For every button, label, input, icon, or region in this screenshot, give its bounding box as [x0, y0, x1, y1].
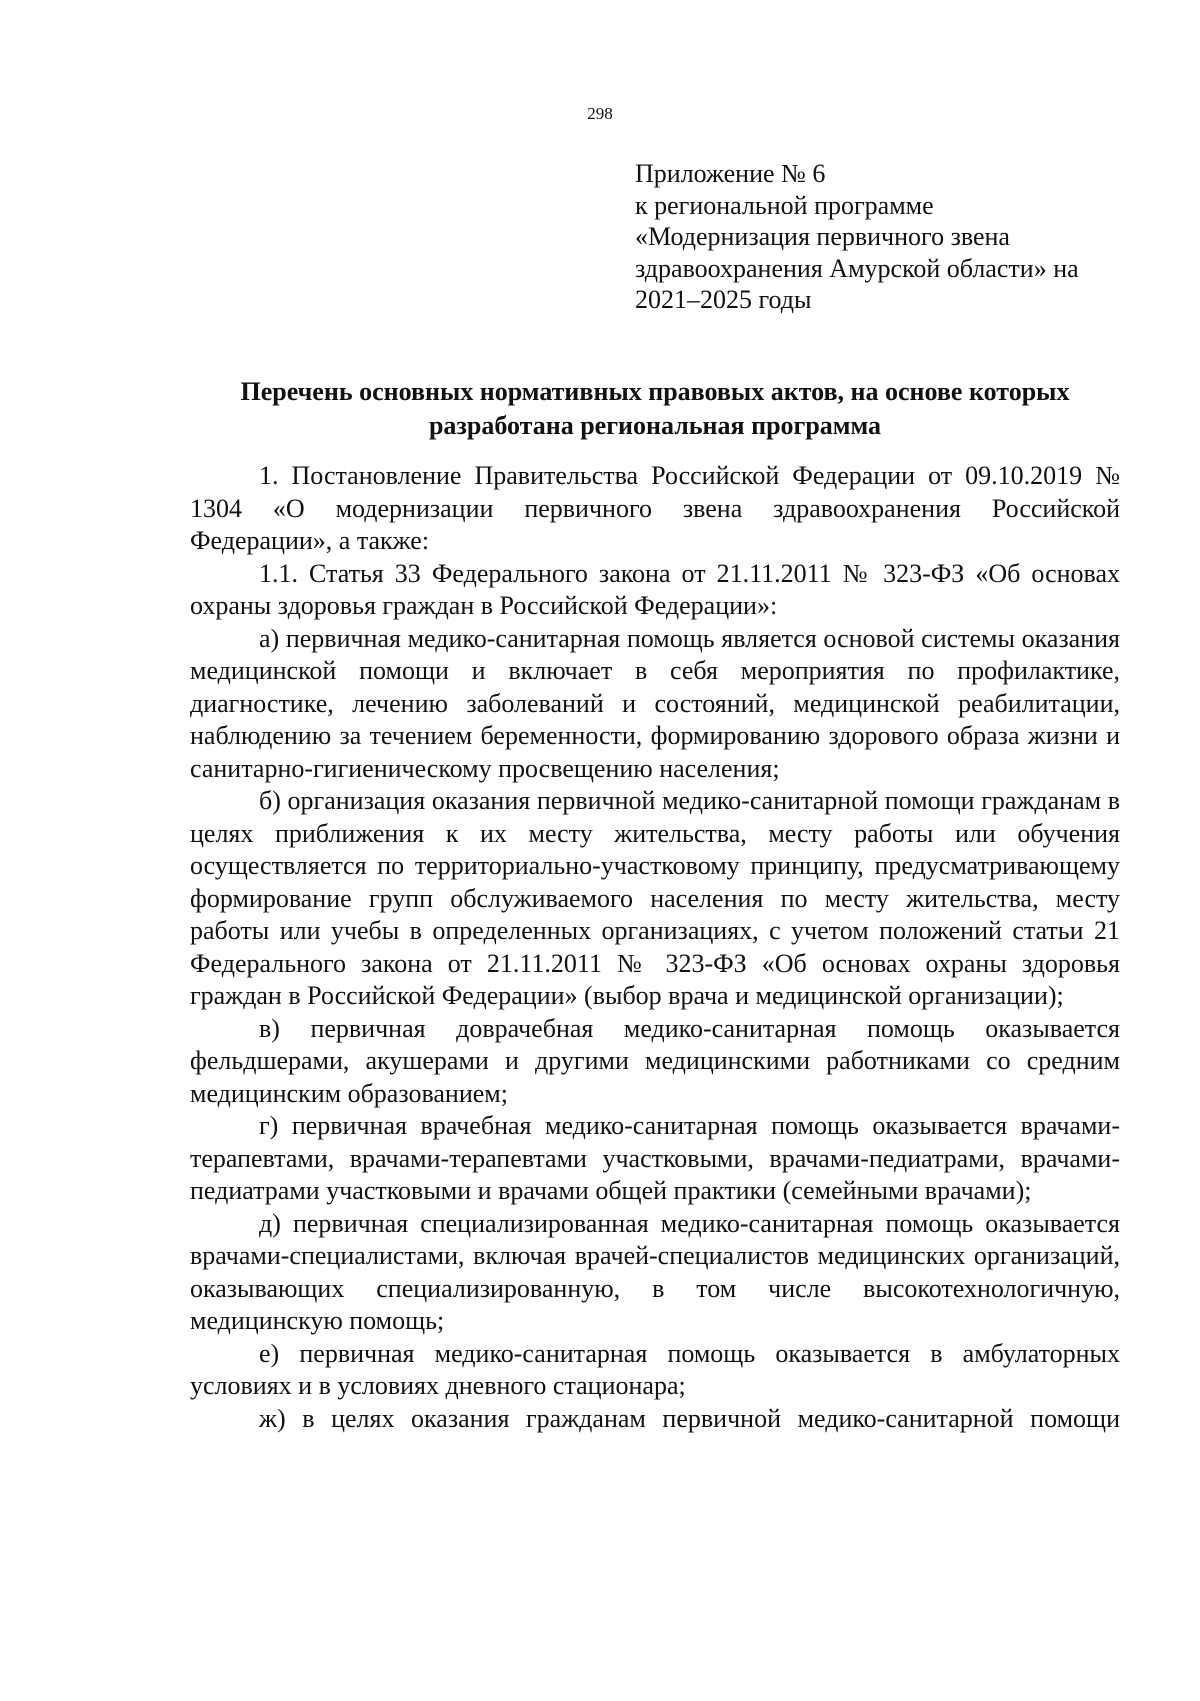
- page-number: 298: [587, 104, 613, 123]
- paragraph-item-v: в) первичная доврачебная медико-санитарная помощь оказывается фельдшерами, акушерами и другими медицинскими работниками со средним медицинским образованием;: [190, 1013, 1120, 1108]
- paragraph-item-e: е) первичная медико-санитарная помощь оказывается в амбулаторных условиях и в условиях дневного стационара;: [190, 1338, 1120, 1400]
- paragraph-item-d: д) первичная специализированная медико-санитарная помощь оказывается врачами-специалистами, включая врачей-специалистов медицинских организаций, оказывающих специализированную, в том числе высокотехнологичную, медицинскую помощь;: [190, 1208, 1120, 1335]
- appendix-heading: [635, 158, 1145, 316]
- paragraph-item-b: б) организация оказания первичной медико-санитарной помощи гражданам в целях приближения к их месту жительства, месту работы или обучения осуществляется по территориально-участковому принципу, предусматривающему формирование групп обслуживаемого населения по месту жительства, месту работы или учебы в определенных организациях, с учетом положений статьи 21 Федерального закона от 21.11.2011 № 323-ФЗ «Об основах охраны здоровья граждан в Российской Федерации» (выбор врача и медицинской организации);: [190, 786, 1120, 1010]
- appendix-line: 2021–2025 годы: [635, 285, 812, 314]
- appendix-line: к региональной программе: [635, 190, 934, 220]
- paragraph-item-a: а) первичная медико-санитарная помощь является основой системы оказания медицинской помощи и включает в себя мероприятия по профилактике, диагностике, лечению заболеваний и состояний, медицинской реабилитации, наблюдению за течением беременности, формированию здорового образа жизни и санитарно-гигиеническому просвещению населения;: [190, 623, 1120, 783]
- appendix-line: «Модернизация первичного звена: [635, 222, 1010, 251]
- title-line: Перечень основных нормативных правовых актов, на основе которых: [240, 377, 1070, 406]
- paragraph-resolution: 1. Постановление Правительства Российской Федерации от 09.10.2019 № 1304 «О модернизации первичного звена здравоохранения Российской Федерации», а также:: [190, 461, 1120, 555]
- title-line: разработана региональная программа: [428, 411, 882, 440]
- appendix-line: Приложение № 6: [635, 159, 826, 188]
- document-title: [190, 375, 1120, 443]
- paragraph-article-33: 1.1. Статья 33 Федерального закона от 21.11.2011 № 323-ФЗ «Об основах охраны здоровья граждан в Российской Федерации»:: [190, 558, 1120, 620]
- appendix-line: здравоохранения Амурской области» на: [635, 253, 1079, 283]
- paragraph-item-g: г) первичная врачебная медико-санитарная помощь оказывается врачами-терапевтами, врачами-терапевтами участковыми, врачами-педиатрами, врачами-педиатрами участковыми и врачами общей практики (семейными врачами);: [190, 1111, 1120, 1205]
- paragraph-item-zh: ж) в целях оказания гражданам первичной медико-санитарной помощи: [259, 1403, 1120, 1433]
- document-body: [190, 460, 1120, 1435]
